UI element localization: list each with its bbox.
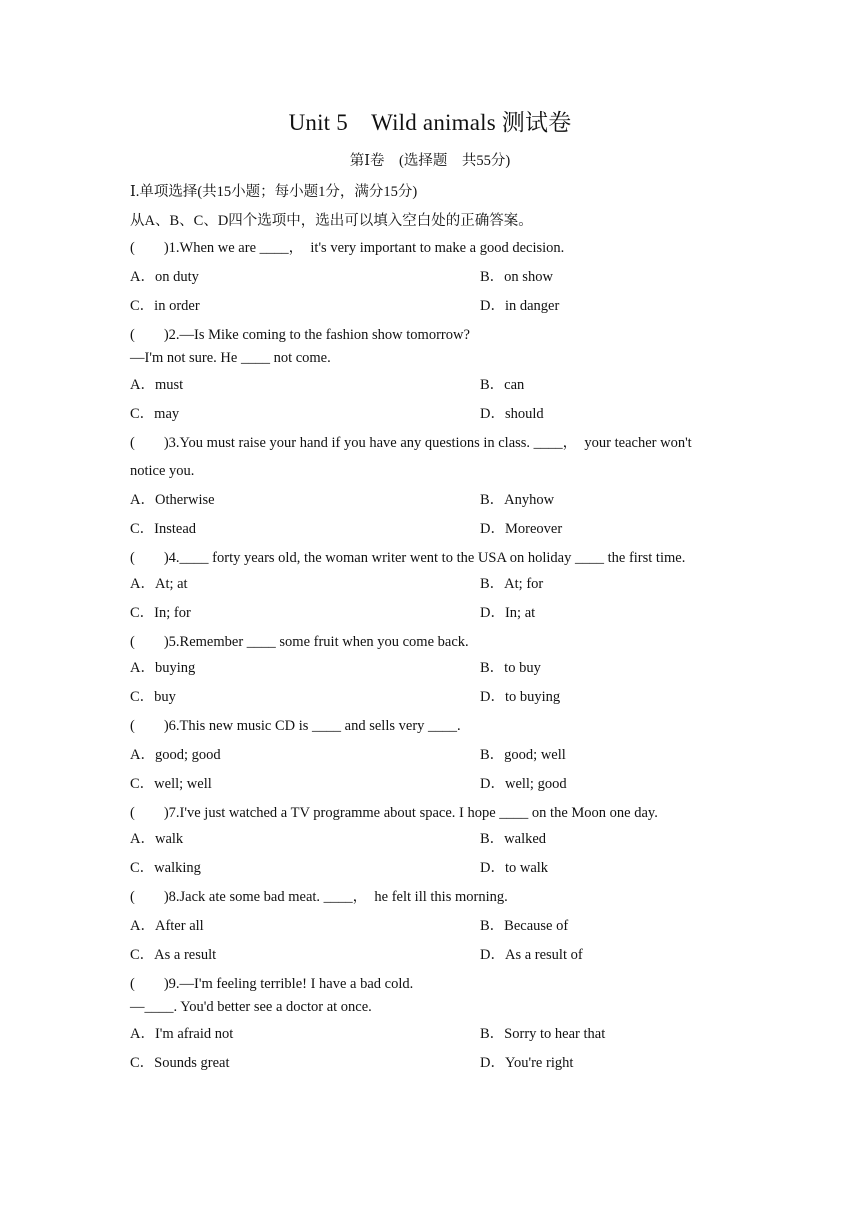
question-1 xyxy=(130,238,740,316)
question-6 xyxy=(130,716,740,794)
option-d[interactable]: D．in danger xyxy=(480,298,560,314)
option-b[interactable]: B．to buy xyxy=(480,660,541,676)
option-b[interactable]: B．on show xyxy=(480,269,553,285)
question-stem: ( )9.—I'm feeling terrible! I have a bad cold. xyxy=(130,976,414,992)
option-a[interactable]: A．At; at xyxy=(130,576,188,592)
question-stem: ( )2.—Is Mike coming to the fashion show tomorrow? xyxy=(130,327,470,343)
question-stem: ( )3.You must raise your hand if you have any questions in class. ____， your teacher won't xyxy=(130,435,692,451)
option-b[interactable]: B．can xyxy=(480,377,525,393)
option-c[interactable]: C．buy xyxy=(130,689,176,705)
option-c[interactable]: C．In; for xyxy=(130,605,191,621)
option-d[interactable]: D．to walk xyxy=(480,860,549,876)
option-d[interactable]: D．should xyxy=(480,406,544,422)
question-stem: ( )8.Jack ate some bad meat. ____， he felt ill this morning. xyxy=(130,889,508,905)
option-b[interactable]: B．walked xyxy=(480,831,547,847)
option-grid xyxy=(130,267,740,316)
option-grid xyxy=(130,829,740,878)
option-d[interactable]: D．As a result of xyxy=(480,947,583,963)
option-b[interactable]: B．Anyhow xyxy=(480,492,555,508)
option-grid xyxy=(130,916,740,965)
option-grid xyxy=(130,658,740,707)
question-stem: ( )6.This new music CD is ____ and sells very ____. xyxy=(130,718,461,734)
option-c[interactable]: C．Sounds great xyxy=(130,1055,230,1071)
option-c[interactable]: C．walking xyxy=(130,860,201,876)
option-b[interactable]: B．Because of xyxy=(480,918,569,934)
option-a[interactable]: A．on duty xyxy=(130,269,199,285)
option-a[interactable]: A．I'm afraid not xyxy=(130,1026,234,1042)
question-stem: ( )7.I've just watched a TV programme about space. I hope ____ on the Moon one day. xyxy=(130,805,658,821)
option-a[interactable]: A．walk xyxy=(130,831,184,847)
question-3 xyxy=(130,433,740,539)
part-subtitle: 第Ⅰ卷 (选择题 共55分) xyxy=(349,153,511,169)
question-9 xyxy=(130,974,740,1073)
question-stem-continued: notice you. xyxy=(130,463,195,479)
option-b[interactable]: B．good; well xyxy=(480,747,566,763)
question-stem: ( )4.____ forty years old, the woman writer went to the USA on holiday ____ the first time. xyxy=(130,550,686,566)
question-reply: —____. You'd better see a doctor at once. xyxy=(130,999,372,1015)
question-list xyxy=(130,238,740,1082)
option-a[interactable]: A．good; good xyxy=(130,747,221,763)
section-instruction: 从A、B、C、D四个选项中，选出可以填入空白处的正确答案。 xyxy=(130,213,533,229)
option-c[interactable]: C．may xyxy=(130,406,180,422)
option-grid xyxy=(130,574,740,623)
option-grid xyxy=(130,490,740,539)
option-grid xyxy=(130,1024,740,1073)
option-grid xyxy=(130,375,740,424)
section-heading: Ⅰ.单项选择(共15小题；每小题1分，满分15分) xyxy=(130,184,418,200)
page-title: Unit 5 Wild animals 测试卷 xyxy=(288,110,572,135)
option-a[interactable]: A．buying xyxy=(130,660,196,676)
option-c[interactable]: C．in order xyxy=(130,298,200,314)
question-stem: ( )5.Remember ____ some fruit when you come back. xyxy=(130,634,469,650)
option-d[interactable]: D．well; good xyxy=(480,776,567,792)
question-2 xyxy=(130,325,740,424)
option-grid xyxy=(130,745,740,794)
question-5 xyxy=(130,632,740,707)
option-a[interactable]: A．Otherwise xyxy=(130,492,215,508)
question-7 xyxy=(130,803,740,878)
question-stem: ( )1.When we are ____， it's very important to make a good decision. xyxy=(130,240,565,256)
option-d[interactable]: D．You're right xyxy=(480,1055,574,1071)
question-reply: —I'm not sure. He ____ not come. xyxy=(130,350,331,366)
option-d[interactable]: D．to buying xyxy=(480,689,561,705)
option-b[interactable]: B．Sorry to hear that xyxy=(480,1026,606,1042)
option-d[interactable]: D．In; at xyxy=(480,605,536,621)
option-b[interactable]: B．At; for xyxy=(480,576,544,592)
option-c[interactable]: C．As a result xyxy=(130,947,217,963)
option-a[interactable]: A．must xyxy=(130,377,184,393)
option-a[interactable]: A．After all xyxy=(130,918,204,934)
question-4 xyxy=(130,548,740,623)
option-c[interactable]: C．well; well xyxy=(130,776,212,792)
option-c[interactable]: C．Instead xyxy=(130,521,197,537)
question-8 xyxy=(130,887,740,965)
option-d[interactable]: D．Moreover xyxy=(480,521,563,537)
